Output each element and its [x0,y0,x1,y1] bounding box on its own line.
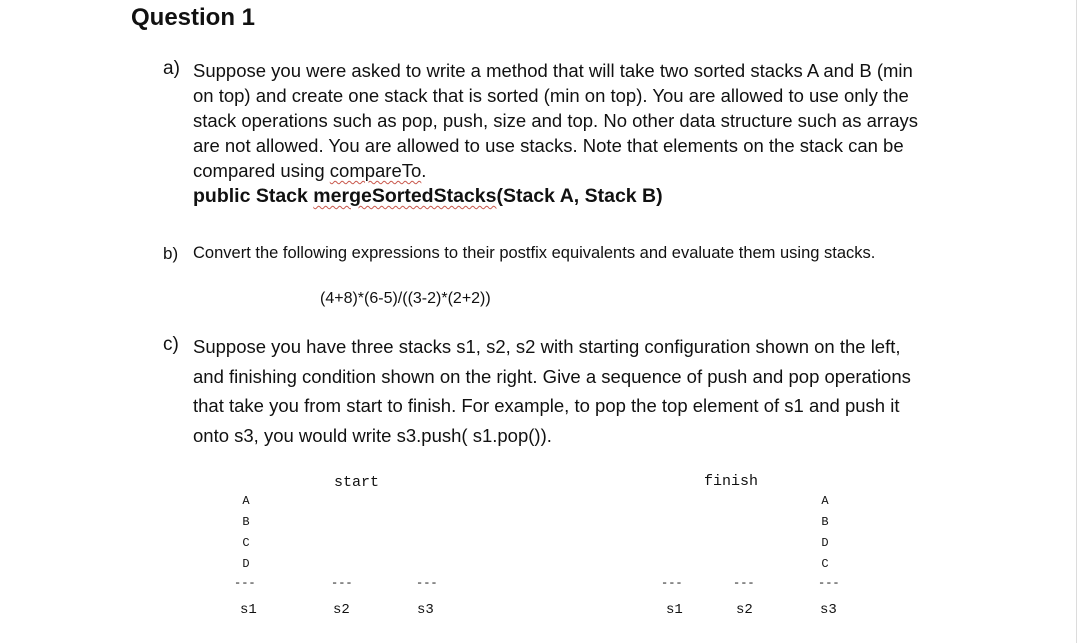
part-c-line: that take you from start to finish. For example, to pop the top element of s1 and push it [193,395,900,416]
question-title: Question 1 [131,4,256,31]
start-s1-item: C [242,536,250,550]
page-edge [1076,0,1077,643]
part-a-line: are not allowed. You are allowed to use stacks. Note that elements on the stack can be [193,135,904,156]
part-a-last-prefix: compared using [193,160,330,181]
finish-s3-name: s3 [820,602,837,618]
part-c-label: c) [163,334,179,355]
start-s1-item: B [242,515,250,529]
start-s1-base: --- [234,576,256,590]
start-s3-name: s3 [417,602,434,618]
part-a-text [193,58,973,183]
start-s1-item: D [242,557,250,571]
method-signature [193,185,663,208]
finish-s3-item: C [821,557,829,571]
part-a-label: a) [163,58,180,79]
finish-s2-name: s2 [736,602,753,618]
part-c-line: and finishing condition shown on the right. Give a sequence of push and pop operations [193,365,911,387]
start-s1-name: s1 [240,602,257,618]
part-a-line: on top) and create one stack that is sorted (min on top). You are allowed to use only the [193,85,909,106]
start-s1-item: A [242,494,250,508]
part-b-label: b) [163,244,179,263]
start-s3-base: --- [416,576,438,590]
part-a-line: Suppose you were asked to write a method that will take two sorted stacks A and B (min [193,60,913,81]
part-c-line: Suppose you have three stacks s1, s2, s2 with starting configuration shown on the left, [193,336,901,357]
finish-s1-base: --- [661,576,683,590]
part-b-text: Convert the following expressions to their postfix equivalents and evaluate them using stacks. [193,244,876,262]
compareto-term: compareTo [329,160,422,181]
signature-suffix: (Stack A, Stack B) [496,185,663,207]
finish-s1-name: s1 [666,602,683,618]
signature-prefix: public Stack [193,185,314,207]
part-c-line: onto s3, you would write s3.push( s1.pop()). [193,424,552,446]
finish-s3-item: D [821,536,829,550]
part-c-text [193,332,973,450]
part-a-line: stack operations such as pop, push, size and top. No other data structure such as arrays [193,110,918,131]
signature-method: mergeSortedStacks [313,185,497,207]
part-a-line [193,158,973,183]
finish-s2-base: --- [733,576,755,590]
finish-label: finish [704,473,759,490]
expression: (4+8)*(6-5)/((3-2)*(2+2)) [320,290,491,307]
start-s2-base: --- [331,576,353,590]
part-a-last-suffix: . [421,160,427,181]
start-label: start [334,474,380,491]
finish-s3-item: B [821,515,829,529]
start-s2-name: s2 [333,602,350,618]
finish-s3-base: --- [818,576,840,590]
finish-s3-item: A [821,494,829,508]
